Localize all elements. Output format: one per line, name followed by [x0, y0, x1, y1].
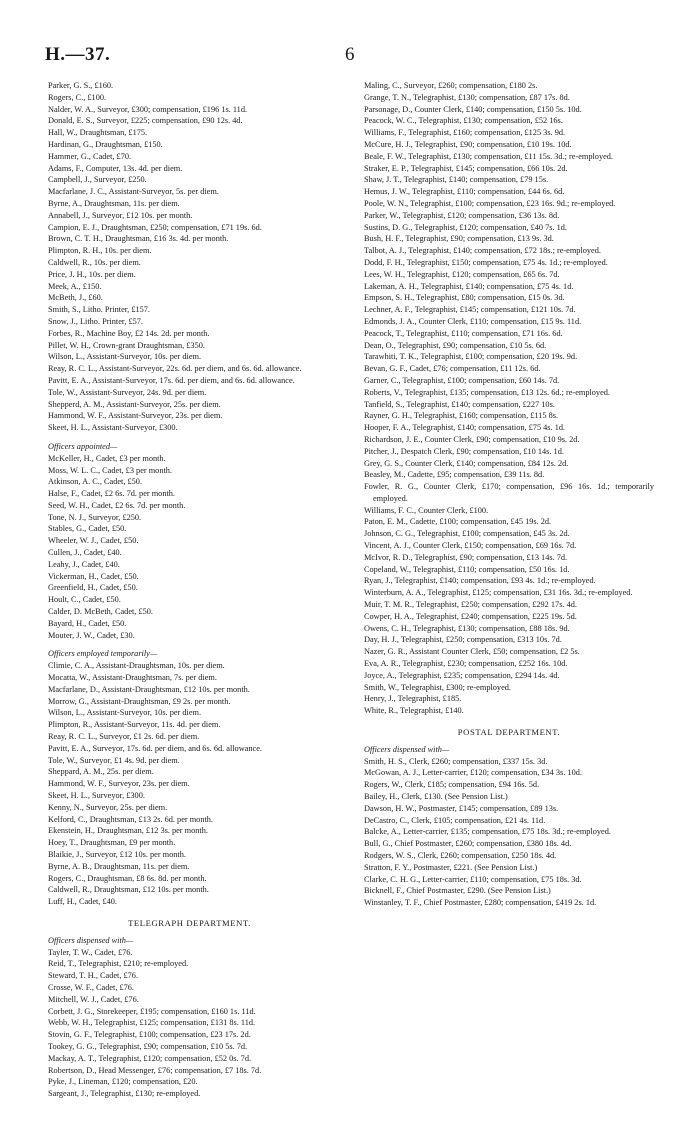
list-item: Lechner, A. F., Telegraphist, £145; compensation, £121 10s. 7d. [364, 305, 576, 315]
list-item: Tone, N. J., Surveyor, £250. [48, 512, 142, 522]
list-item: Hoult, C., Cadet, £50. [48, 595, 121, 605]
list-item: Smith, W., Telegraphist, £300; re-employed. [364, 682, 511, 692]
list-item: Nalder, W. A., Surveyor, £300; compensation, £196 1s. 11d. [48, 104, 248, 114]
list-item: Pillet, W. H., Crown-grant Draughtsman, £350. [48, 340, 205, 350]
list-item: Mocatta, W., Assistant-Draughtsman, 7s. per diem. [48, 673, 217, 683]
list-item: Winstanley, T. F., Chief Postmaster, £280; compensation, £419 2s. 1d. [364, 898, 597, 908]
list-item: Mackay, A. T., Telegraphist, £120; compensation, £52 0s. 7d. [48, 1053, 252, 1063]
list-item: Edmonds, J. A., Counter Clerk, £110; compensation, £15 9s. 11d. [364, 316, 582, 326]
list-item: Webb, W. H., Telegraphist, £125; compensation, £131 8s. 11d. [48, 1018, 256, 1028]
telegraph-dispensed-list [48, 947, 331, 1100]
list-item: Campbell, J., Surveyor, £250. [48, 175, 147, 185]
list-item: Byrne, A., Draughtsman, 11s. per diem. [48, 198, 180, 208]
list-item: Meek, A., £150. [48, 281, 102, 291]
list-item: Luff, H., Cadet, £40. [48, 897, 117, 907]
list-item: McBeth, J., £60. [48, 293, 103, 303]
telegraph-department-title: TELEGRAPH DEPARTMENT. [128, 917, 251, 928]
list-item: Beasley, M., Cadette, £95; compensation, £39 11s. 8d. [364, 470, 545, 480]
list-item: Muir, T. M. R., Telegraphist, £250; compensation, £292 17s. 4d. [364, 600, 577, 610]
list-item: Caldwell, R., 10s. per diem. [48, 257, 141, 267]
list-item: Pyke, J., Lineman, £120; compensation, £20. [48, 1077, 198, 1087]
list-item: Empson, S. H., Telegraphist, £80; compensation, £15 0s. 3d. [364, 293, 565, 303]
list-item: Blaikie, J., Surveyor, £12 10s. per month. [48, 850, 186, 859]
list-item: Calder, D. McBeth, Cadet, £50. [48, 607, 153, 617]
list-item: Parker, W., Telegraphist, £120; compensation, £36 13s. 8d. [364, 210, 560, 220]
list-item: Mouter, J. W., Cadet, £30. [48, 630, 135, 640]
surveyors-list [48, 80, 331, 434]
list-item: Stables, G., Cadet, £50. [48, 524, 127, 534]
list-item: DeCastro, C., Clerk, £105; compensation, £21 4s. 11d. [364, 815, 546, 825]
list-item: Lakeman, A. H., Telegraphist, £140; compensation, £75 4s. 1d. [364, 281, 574, 291]
list-item: Rodgers, W. S., Clerk, £260; compensation, £250 18s. 4d. [364, 851, 557, 860]
page-header [45, 44, 665, 74]
list-item: Garner, C., Telegraphist, £100; compensation, £60 14s. 7d. [364, 375, 560, 385]
list-item: Day, H. J., Telegraphist, £250; compensation, £313 10s. 7d. [364, 635, 562, 645]
list-item: Hoey, T., Draughtsman, £9 per month. [48, 838, 176, 848]
list-item: Vickerman, H., Cadet, £50. [48, 571, 139, 581]
list-item: Snow, J., Litho. Printer, £57. [48, 316, 144, 326]
list-item: Bayard, H., Cadet, £50. [48, 618, 127, 628]
list-item: Halse, F., Cadet, £2 6s. 7d. per month. [48, 489, 176, 499]
list-item: Winterburn, A. A., Telegraphist, £125; compensation, £31 16s. 3d.; re-employed. [364, 588, 633, 598]
list-item: McGowan, A. J., Letter-carrier, £120; compensation, £34 3s. 10d. [364, 768, 582, 778]
list-item: Eva, A. R., Telegraphist, £230; compensation, £252 16s. 10d. [364, 659, 568, 669]
list-item: Donald, E. S., Surveyor, £225; compensation, £90 12s. 4d. [48, 116, 243, 126]
list-item: Hammer, G., Cadet, £70. [48, 151, 132, 161]
list-item: Robertson, D., Head Messenger, £76; compensation, £7 18s. 7d. [48, 1065, 262, 1075]
officers-appointed-list [48, 453, 331, 642]
postal-dispensed-heading: Officers dispensed with— [364, 744, 450, 754]
list-item: Price, J. H., 10s. per diem. [48, 269, 136, 279]
list-item: Cowper, H. A., Telegraphist, £240; compensation, £225 19s. 5d. [364, 611, 577, 621]
list-item: Williams, F. C., Counter Clerk, £100. [364, 505, 489, 515]
list-item: Johnson, C. G., Telegraphist, £100; compensation, £45 3s. 2d. [364, 529, 570, 539]
list-item: Nazer, G. R., Assistant Counter Clerk, £50; compensation, £2 5s. [364, 647, 580, 657]
list-item: Reay, R. C. L., Assistant-Surveyor, 22s. 6d. per diem, and 6s. 6d. allowance. [48, 364, 302, 374]
right-column [364, 80, 654, 909]
list-item: Morrow, G., Assistant-Draughtsman, £9 2s. per month. [48, 696, 231, 706]
list-item: Reid, T., Telegraphist, £210; re-employed. [48, 959, 189, 969]
list-item: McIvor, R. D., Telegraphist, £90; compensation, £13 14s. 7d. [364, 552, 568, 562]
list-item: Dean, O., Telegraphist, £90; compensation, £10 5s. 6d. [364, 340, 547, 350]
list-item: Hammond, W. F., Surveyor, 23s. per diem. [48, 779, 190, 789]
list-item: Parker, G. S., £160. [48, 81, 114, 90]
list-item: Crosse, W. F., Cadet, £76. [48, 982, 134, 992]
list-item: Campion, E. J., Draughtsman, £250; compensation, £71 19s. 6d. [48, 222, 262, 232]
list-item: Wheeler, W. J., Cadet, £50. [48, 536, 139, 546]
list-item: Bicknell, F., Chief Postmaster, £290. (See Pension List.) [364, 886, 551, 896]
list-item: Reay, R. C. L., Surveyor, £1 2s. 6d. per diem. [48, 732, 200, 742]
list-item: Plimpton, R., Assistant-Surveyor, 11s. 4d. per diem. [48, 720, 221, 730]
list-item: Kelford, C., Draughtsman, £13 2s. 6d. per month. [48, 814, 213, 824]
list-item: Sheppard, A. M., 25s. per diem. [48, 767, 154, 777]
list-item: Leahy, J., Cadet, £40. [48, 559, 120, 569]
list-item: Ryan, J., Telegraphist, £140; compensation, £93 4s. 1d.; re-employed. [364, 576, 596, 586]
list-item: Tayler, T. W., Cadet, £76. [48, 947, 133, 957]
list-item: Poole, W. N., Telegraphist, £100; compensation, £23 16s. 9d.; re-employed. [364, 198, 616, 208]
list-item: Tookey, G. G., Telegraphist, £90; compensation, £10 5s. 7d. [48, 1041, 248, 1051]
list-item: Beale, F. W., Telegraphist, £130; compensation, £11 15s. 3d.; re-employed. [364, 151, 614, 161]
list-item: Climie, C. A., Assistant-Draughtsman, 10s. per diem. [48, 661, 225, 671]
list-item: Wilson, L., Assistant-Surveyor, 10s. per diem. [48, 352, 202, 362]
list-item: Tole, W., Assistant-Surveyor, 24s. 9d. per diem. [48, 387, 207, 397]
list-item: Cullen, J., Cadet, £40. [48, 548, 122, 558]
list-item: Skeet, H. L., Surveyor, £300. [48, 791, 145, 801]
list-item: Plimpton, R. H., 10s. per diem. [48, 246, 152, 256]
list-item: Greenfield, H., Cadet, £50. [48, 583, 138, 593]
list-item: Hardinan, G., Draughtsman, £150. [48, 139, 163, 149]
list-item: Rogers, C., £100. [48, 92, 107, 102]
list-item: Smith, H. S., Clerk, £260; compensation, £337 15s. 3d. [364, 756, 548, 766]
list-item: Parsonage, D., Counter Clerk, £140; compensation, £150 5s. 10d. [364, 104, 582, 114]
list-item: Richardson, J. E., Counter Clerk, £90; compensation, £10 9s. 2d. [364, 434, 580, 444]
list-item: Byrne, A. B., Draughtsman, 11s. per diem. [48, 861, 190, 871]
list-item: Hemus, J. W., Telegraphist, £110; compensation, £44 6s. 6d. [364, 187, 565, 197]
list-item: Bevan, G. F., Cadet, £76; compensation, £11 12s. 6d. [364, 364, 541, 374]
list-item: Atkinson, A. C., Cadet, £50. [48, 477, 143, 487]
list-item: Adams, F., Computer, 13s. 4d. per diem. [48, 163, 183, 173]
list-item: Talbot, A. J., Telegraphist, £140; compensation, £72 18s.; re-employed. [364, 246, 601, 256]
telegraph-continued-list [364, 80, 654, 717]
list-item: Kenny, N., Surveyor, 25s. per diem. [48, 802, 168, 812]
list-item: Hooper, F. A., Telegraphist, £140; compensation, £75 4s. 1d. [364, 423, 566, 433]
list-item: Joyce, A., Telegraphist, £235; compensation, £294 14s. 4d. [364, 670, 560, 680]
list-item: Grey, G. S., Counter Clerk, £140; compensation, £84 12s. 2d. [364, 458, 569, 468]
list-item: Moss, W. L. C., Cadet, £3 per month. [48, 465, 172, 475]
list-item: Sargeant, J., Telegraphist, £130; re-employed. [48, 1089, 201, 1099]
list-item: Clarke, C. H. G., Letter-carrier, £110; compensation, £75 18s. 3d. [364, 874, 582, 884]
list-item: Rogers, C., Draughtsman, £8 6s. 8d. per month. [48, 873, 207, 883]
list-item: Rayner, G. H., Telegraphist, £160; compensation, £115 8s. [364, 411, 559, 421]
list-item: Brown, C. T. H., Draughtsman, £16 3s. 4d. per month. [48, 234, 229, 244]
list-item: Peacock, T., Telegraphist, £110; compensation, £71 16s. 6d. [364, 328, 563, 338]
list-item: Hall, W., Draughtsman, £175. [48, 128, 148, 138]
list-item: Caldwell, R., Draughtsman, £12 10s. per month. [48, 885, 209, 895]
list-item: Shepperd, A. M., Assistant-Surveyor, 25s. per diem. [48, 399, 221, 409]
list-item: Pavitt, E. A., Assistant-Surveyor, 17s. 6d. per diem, and 6s. 6d. allowance. [48, 375, 295, 385]
list-item: Shaw, J. T., Telegraphist, £140; compensation, £79 15s. [364, 175, 549, 185]
list-item: Bush, H. F., Telegraphist, £90; compensation, £13 9s. 3d. [364, 234, 554, 244]
left-column [48, 80, 331, 1100]
officers-temporary-heading: Officers employed temporarily— [48, 649, 158, 659]
officers-temporary-list [48, 660, 331, 908]
list-item: Pavitt, E. A., Surveyor, 17s. 6d. per diem, and 6s. 6d. allowance. [48, 743, 262, 753]
list-item: Seed, W. H., Cadet, £2 6s. 7d. per month. [48, 500, 186, 510]
list-item: Roberts, V., Telegraphist, £135; compensation, £13 12s. 6d.; re-employed. [364, 387, 610, 397]
list-item: Bailey, H., Clerk, £130. (See Pension List.) [364, 792, 508, 802]
list-item: Tole, W., Surveyor, £1 4s. 9d. per diem. [48, 755, 180, 765]
list-item: Henry, J., Telegraphist, £185. [364, 694, 462, 704]
list-item: Tarawhiti, T. K., Telegraphist, £100; compensation, £20 19s. 9d. [364, 352, 578, 362]
officers-appointed-heading: Officers appointed— [48, 441, 118, 451]
list-item: Maling, C., Surveyor, £260; compensation, £180 2s. [364, 81, 538, 90]
list-item: White, R., Telegraphist, £140. [364, 706, 464, 716]
list-item: Dawson, H. W., Postmaster, £145; compensation, £89 13s. [364, 803, 559, 813]
list-item: Macfarlane, D., Assistant-Draughtsman, £12 10s. per month. [48, 684, 250, 694]
list-item: Dodd, F. H., Telegraphist, £150; compensation, £75 4s. 1d.; re-employed. [364, 257, 608, 267]
list-item: Vincent, A. J., Counter Clerk, £150; compensation, £69 16s. 7d. [364, 541, 577, 551]
list-item: Steward, T. H., Cadet, £76. [48, 971, 139, 981]
list-item: Grange, T. N., Telegraphist, £130; compensation, £87 17s. 8d. [364, 92, 570, 102]
list-item: Pitcher, J., Despatch Clerk, £90; compensation, £10 14s. 1d. [364, 446, 564, 456]
list-item: Mitchell, W. J., Cadet, £76. [48, 994, 139, 1004]
list-item: Smith, S., Litho. Printer, £157. [48, 305, 151, 315]
list-item: Williams, F., Telegraphist, £160; compensation, £125 3s. 9d. [364, 128, 566, 138]
postal-department-title: POSTAL DEPARTMENT. [457, 727, 561, 738]
list-item: Balcke, A., Letter-carrier, £135; compensation, £75 18s. 3d.; re-employed. [364, 827, 611, 837]
list-item: McKeller, H., Cadet, £3 per month. [48, 453, 166, 463]
list-item: Tanfield, S., Telegraphist, £140; compensation, £227 10s. [364, 399, 555, 409]
list-item: Ekenstein, H., Draughtsman, £12 3s. per month. [48, 826, 208, 836]
list-item: Owens, C. H., Telegraphist, £130; compensation, £88 18s. 9d. [364, 623, 570, 633]
list-item: Annabell, J., Surveyor, £12 10s. per month. [48, 210, 193, 220]
list-item: Forbes, R., Machine Boy, £2 14s. 2d. per month. [48, 328, 210, 338]
list-item: Sustins, D. G., Telegraphist, £120; compensation, £40 7s. 1d. [364, 222, 567, 232]
list-item: Stovin, G. F., Telegraphist, £100; compensation, £23 17s. 2d. [48, 1030, 251, 1040]
list-item: Corbett, J. G., Storekeeper, £195; compensation, £160 1s. 11d. [48, 1006, 256, 1016]
list-item: Macfarlane, J. C., Assistant-Surveyor, 5s. per diem. [48, 187, 219, 197]
list-item: Skeet, H. L., Assistant-Surveyor, £300. [48, 423, 178, 433]
list-item: Rogers, W., Clerk, £185; compensation, £94 16s. 5d. [364, 780, 540, 790]
list-item: Fowler, R. G., Counter Clerk, £170; compensation, £96 16s. 1d.; temporarily employed. [364, 482, 654, 503]
list-item: Straker, E. P., Telegraphist, £145; compensation, £66 10s. 2d. [364, 163, 568, 173]
list-item: Wilson, L., Assistant-Surveyor, 10s. per diem. [48, 708, 202, 718]
page-number: 6 [345, 44, 355, 65]
document-id: H.—37. [45, 44, 111, 65]
list-item: Copeland, W., Telegraphist, £110; compensation, £50 16s. 1d. [364, 564, 570, 574]
list-item: Lees, W. H., Telegraphist, £120; compensation, £65 6s. 7d. [364, 269, 560, 279]
list-item: McCure, H. J., Telegraphist, £90; compensation, £10 19s. 10d. [364, 139, 572, 149]
list-item: Hammond, W. F., Assistant-Surveyor, 23s. per diem. [48, 411, 223, 421]
list-item: Stratton, F. Y., Postmaster, £221. (See Pension List.) [364, 862, 538, 872]
list-item: Paton, E. M., Cadette, £100; compensation, £45 19s. 2d. [364, 517, 552, 527]
list-item: Bull, G., Chief Postmaster, £260; compensation, £380 18s. 4d. [364, 839, 572, 849]
telegraph-dispensed-heading: Officers dispensed with— [48, 935, 134, 945]
postal-dispensed-list [364, 756, 654, 909]
list-item: Peacock, W. C., Telegraphist, £130; compensation, £52 16s. [364, 116, 563, 126]
